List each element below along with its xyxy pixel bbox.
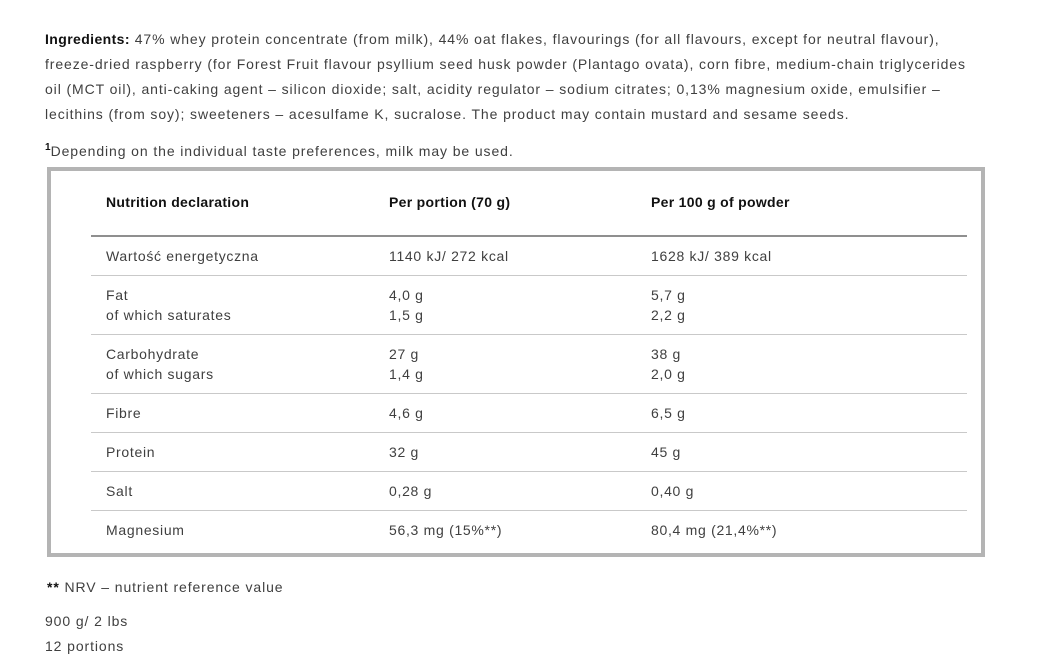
cell-line: Wartość energetyczna bbox=[106, 248, 259, 264]
per-portion-cell bbox=[389, 276, 651, 335]
nutrition-table-box bbox=[47, 167, 985, 557]
per-portion-cell bbox=[389, 394, 651, 433]
cell-line: 4,6 g bbox=[389, 405, 424, 421]
cell-line: 1140 kJ/ 272 kcal bbox=[389, 248, 509, 264]
cell-line: Magnesium bbox=[106, 522, 185, 538]
cell-line: of which sugars bbox=[106, 366, 214, 382]
ingredients-line: lecithins (from soy); sweeteners – acesulfame K, sucralose. The product may contain mustard and sesame seeds. bbox=[45, 106, 850, 122]
table-row bbox=[91, 394, 967, 433]
ingredients-line: oil (MCT oil), anti-caking agent – silicon dioxide; salt, acidity regulator – sodium citrates; 0,13% magnesium oxide, emulsifier – bbox=[45, 81, 941, 97]
ingredients-label: Ingredients: bbox=[45, 31, 130, 47]
per-100g-cell bbox=[651, 236, 967, 276]
cell-line: Protein bbox=[106, 444, 156, 460]
cell-line: of which saturates bbox=[106, 307, 232, 323]
per-100g-cell bbox=[651, 335, 967, 394]
cell-line: 32 g bbox=[389, 444, 420, 460]
cell-line: 0,28 g bbox=[389, 483, 433, 499]
nutrient-name-cell bbox=[91, 511, 389, 550]
ingredients-paragraph bbox=[45, 27, 966, 127]
per-portion-cell bbox=[389, 236, 651, 276]
cell-line: 38 g bbox=[651, 346, 682, 362]
cell-line: 45 g bbox=[651, 444, 682, 460]
nrv-note-marker: ** bbox=[47, 579, 60, 595]
table-row bbox=[91, 511, 967, 550]
footnote-marker: 1 bbox=[45, 142, 51, 153]
nutrient-name-cell bbox=[91, 335, 389, 394]
cell-line: Salt bbox=[106, 483, 133, 499]
ingredients-line-text: 47% whey protein concentrate (from milk), 44% oat flakes, flavourings (for all flavours, except for neutral flavour), bbox=[134, 31, 940, 47]
cell-line: 1628 kJ/ 389 kcal bbox=[651, 248, 772, 264]
per-100g-cell bbox=[651, 394, 967, 433]
nrv-note-text: NRV – nutrient reference value bbox=[64, 579, 284, 595]
cell-line: Carbohydrate bbox=[106, 346, 200, 362]
per-100g-cell bbox=[651, 472, 967, 511]
cell-line: 1,5 g bbox=[389, 307, 424, 323]
per-100g-cell bbox=[651, 511, 967, 550]
per-100g-cell bbox=[651, 433, 967, 472]
cell-line: 4,0 g bbox=[389, 287, 424, 303]
footnote-text: Depending on the individual taste preferences, milk may be used. bbox=[50, 143, 514, 159]
cell-line: Fat bbox=[106, 287, 129, 303]
col-header-nutrition-declaration: Nutrition declaration bbox=[106, 194, 250, 210]
ingredients-line bbox=[45, 27, 966, 52]
col-header-per-portion: Per portion (70 g) bbox=[389, 194, 511, 210]
per-portion-cell bbox=[389, 433, 651, 472]
nutrient-name-cell bbox=[91, 472, 389, 511]
per-portion-cell bbox=[389, 335, 651, 394]
cell-line: 27 g bbox=[389, 346, 420, 362]
cell-line: 2,0 g bbox=[651, 366, 686, 382]
cell-line: 0,40 g bbox=[651, 483, 695, 499]
cell-line: 80,4 mg (21,4%**) bbox=[651, 522, 778, 538]
table-row bbox=[91, 433, 967, 472]
table-header-row bbox=[91, 171, 967, 236]
nutrient-name-cell bbox=[91, 433, 389, 472]
nrv-note bbox=[47, 576, 283, 598]
cell-line: 1,4 g bbox=[389, 366, 424, 382]
cell-line: 2,2 g bbox=[651, 307, 686, 323]
package-portions: 12 portions bbox=[45, 638, 125, 654]
table-row bbox=[91, 276, 967, 335]
cell-line: Fibre bbox=[106, 405, 142, 421]
per-portion-cell bbox=[389, 511, 651, 550]
nutrient-name-cell bbox=[91, 394, 389, 433]
cell-line: 5,7 g bbox=[651, 287, 686, 303]
ingredients-line: freeze-dried raspberry (for Forest Fruit flavour psyllium seed husk powder (Plantago ovata), corn fibre, medium-chain triglycerides bbox=[45, 56, 966, 72]
cell-line: 6,5 g bbox=[651, 405, 686, 421]
package-weight: 900 g/ 2 lbs bbox=[45, 613, 129, 629]
nutrient-name-cell bbox=[91, 236, 389, 276]
table-row bbox=[91, 236, 967, 276]
cell-line: 56,3 mg (15%**) bbox=[389, 522, 503, 538]
per-portion-cell bbox=[389, 472, 651, 511]
footnote bbox=[45, 135, 514, 164]
nutrient-name-cell bbox=[91, 276, 389, 335]
table-row bbox=[91, 472, 967, 511]
nutrition-table bbox=[91, 171, 967, 549]
col-header-per-100g: Per 100 g of powder bbox=[651, 194, 790, 210]
per-100g-cell bbox=[651, 276, 967, 335]
table-row bbox=[91, 335, 967, 394]
